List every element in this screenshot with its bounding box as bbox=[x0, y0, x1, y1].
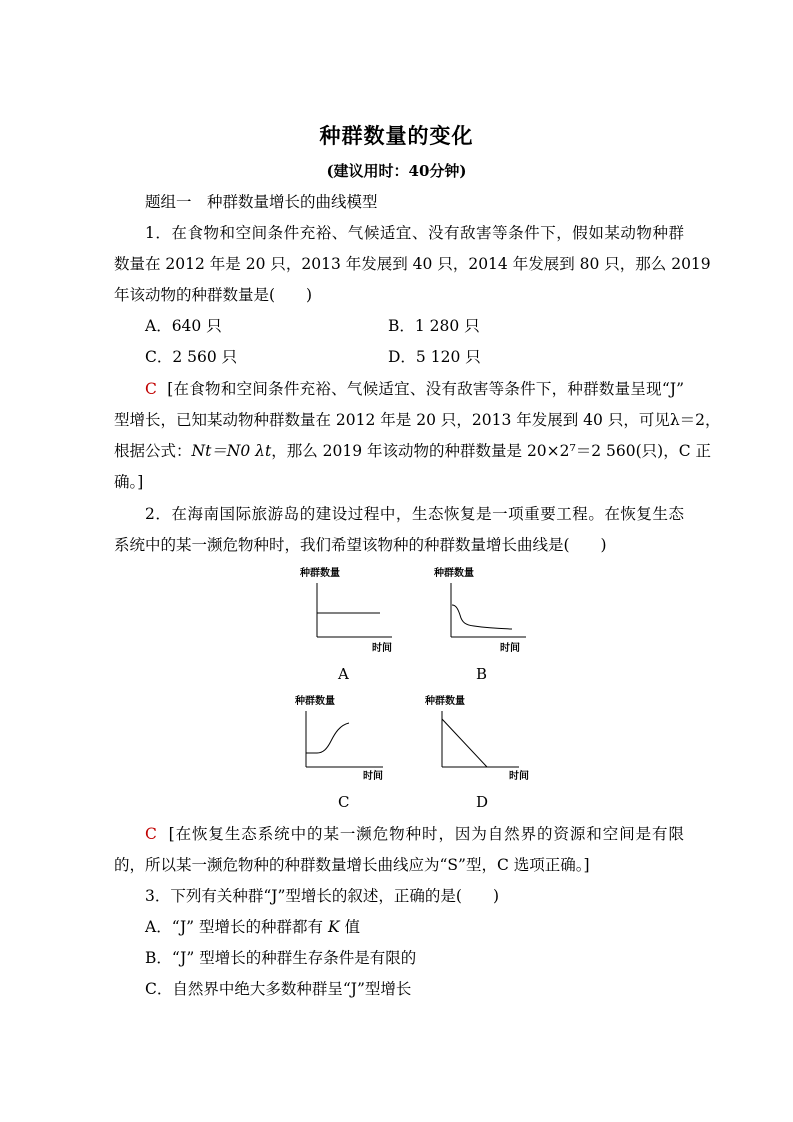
q3-line-1: 3．下列有关种群“J”型增长的叙述，正确的是( ) bbox=[145, 887, 500, 905]
q3-option-c: C．自然界中绝大多数种群呈“J”型增长 bbox=[145, 980, 412, 998]
graph-b-ylabel: 种群数量 bbox=[434, 568, 474, 579]
q1-explanation-line-4: 确。] bbox=[114, 473, 144, 491]
graph-a-caption: A bbox=[338, 665, 349, 683]
graph-b-svg bbox=[434, 565, 544, 657]
graph-d bbox=[425, 693, 540, 785]
graph-a bbox=[300, 565, 410, 657]
graph-c bbox=[295, 693, 405, 785]
graph-a-xlabel: 时间 bbox=[372, 643, 392, 654]
q1-line-2: 数量在 2012 年是 20 只，2013 年发展到 40 只，2014 年发展到 80 只，那么 2019 bbox=[114, 255, 711, 273]
graph-b-curve bbox=[452, 605, 512, 629]
graph-b-xlabel: 时间 bbox=[500, 643, 520, 654]
graph-d-ylabel: 种群数量 bbox=[425, 696, 465, 707]
q1-line-3: 年该动物的种群数量是( ) bbox=[114, 286, 313, 304]
graph-a-ylabel: 种群数量 bbox=[300, 568, 340, 579]
q2-explanation-line-2: 的，所以某一濒危物种的种群数量增长曲线应为“S”型，C 选项正确。] bbox=[114, 856, 590, 874]
q2-answer: C bbox=[145, 825, 157, 843]
q1-explanation-line-2: 型增长，已知某动物种群数量在 2012 年是 20 只，2013 年发展到 40 只，可见λ＝2， bbox=[114, 411, 721, 429]
graph-d-svg bbox=[425, 693, 540, 785]
page-title: 种群数量的变化 bbox=[319, 123, 474, 148]
graph-c-ylabel: 种群数量 bbox=[295, 696, 335, 707]
graph-d-caption: D bbox=[476, 793, 489, 811]
graph-a-svg bbox=[300, 565, 410, 657]
q3-option-b: B．“J” 型增长的种群生存条件是有限的 bbox=[145, 949, 417, 967]
q3-option-a: A．“J” 型增长的种群都有 K 值 bbox=[145, 918, 360, 936]
q2-explanation-line-1: C [在恢复生态系统中的某一濒危物种时，因为自然界的资源和空间是有限 bbox=[145, 825, 684, 843]
graph-c-xlabel: 时间 bbox=[363, 771, 383, 782]
q1-option-b: B．1 280 只 bbox=[388, 317, 480, 335]
graph-c-caption: C bbox=[338, 793, 350, 811]
q1-line-1: 1．在食物和空间条件充裕、气候适宜、没有敌害等条件下，假如某动物种群 bbox=[145, 224, 684, 242]
q1-option-d: D．5 120 只 bbox=[388, 348, 481, 366]
graph-c-curve bbox=[306, 723, 349, 753]
q1-explanation-line-1: C [在食物和空间条件充裕、气候适宜、没有敌害等条件下，种群数量呈现“J” bbox=[145, 380, 684, 398]
q1-option-a: A．640 只 bbox=[145, 317, 222, 335]
q1-option-c: C．2 560 只 bbox=[145, 348, 238, 366]
q2-line-2: 系统中的某一濒危物种时，我们希望该物种的种群数量增长曲线是( ) bbox=[114, 536, 607, 554]
suggested-time: (建议用时：40分钟) bbox=[326, 162, 467, 180]
population-formula: Nt＝N0 λt bbox=[191, 442, 272, 460]
q1-answer: C bbox=[145, 380, 157, 398]
graph-b bbox=[434, 565, 544, 657]
graph-b-caption: B bbox=[476, 665, 488, 683]
group-heading: 题组一 种群数量增长的曲线模型 bbox=[145, 193, 378, 211]
graph-d-xlabel: 时间 bbox=[509, 771, 529, 782]
q2-line-1: 2．在海南国际旅游岛的建设过程中，生态恢复是一项重要工程。在恢复生态 bbox=[145, 505, 684, 523]
graph-d-curve bbox=[442, 719, 487, 767]
graph-c-svg bbox=[295, 693, 405, 785]
q1-explanation-line-3: 根据公式：Nt＝N0 λt，那么 2019 年该动物的种群数量是 20×2⁷＝2 560(只)，C 正 bbox=[114, 442, 711, 460]
